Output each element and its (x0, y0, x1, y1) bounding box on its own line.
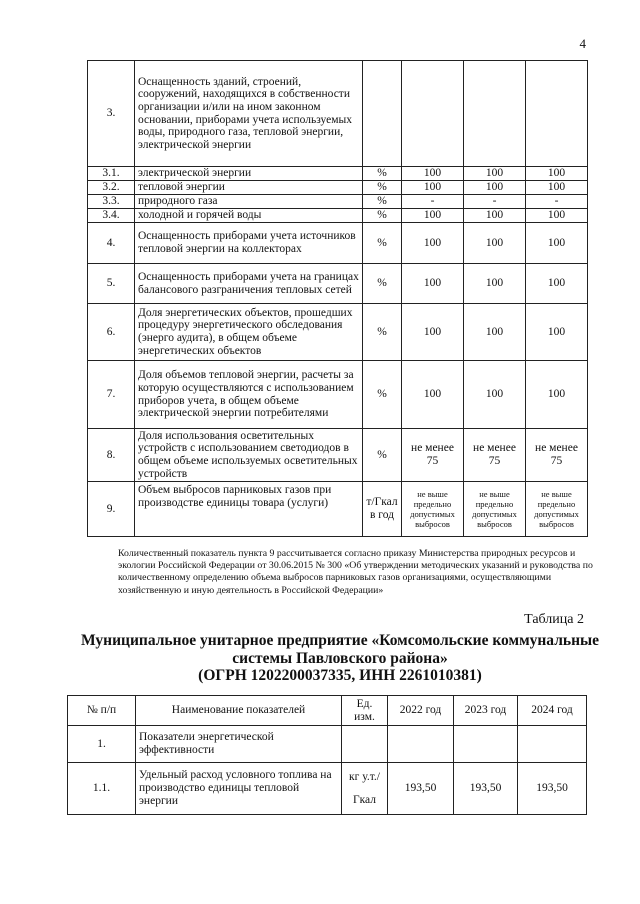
header-year: 2022 год (388, 696, 454, 726)
table-row (88, 304, 588, 361)
value-cell: 100 (464, 304, 526, 361)
value-cell: - (464, 195, 526, 209)
indicator-name: Доля энергетических объектов, прошедших процедуру энергетического обследования (энерго аудита), в общем объеме энергетических объектов (135, 304, 363, 361)
indicator-name: Доля использования осветительных устройств с использованием светодиодов в общем объеме используемых осветительных устройств (135, 429, 363, 482)
value-cell: 100 (464, 361, 526, 429)
header-name: Наименование показателей (136, 696, 342, 726)
indicator-name: Оснащенность зданий, строений, сооружений, находящихся в собственности организации и/или на ином законном основании, приборами учета используемых воды, природного газа, тепловой энергии, электрической энергии (135, 61, 363, 167)
value-cell: - (526, 195, 588, 209)
footnote: Количественный показатель пункта 9 рассчитывается согласно приказу Министерства природных ресурсов и экологии Российской Федерации от 30.06.2015 № 300 «Об утверждении методических указаний и руководства по количественному определению объема выбросов парниковых газов организациями, осуществляющими хозяйственную и иную деятельность в Российской Федерации» (118, 548, 593, 596)
page-number: 4 (579, 36, 586, 51)
value-cell: 100 (526, 361, 588, 429)
org-title-line: (ОГРН 1202200037335, ИНН 2261010381) (198, 667, 482, 684)
header-unit: Ед. изм. (342, 696, 388, 726)
unit-cell: % (363, 209, 402, 223)
value-cell: 100 (526, 304, 588, 361)
value-cell: не выше предельно допустимых выбросов (464, 482, 526, 537)
unit-line: кг у.т./ (349, 770, 380, 783)
value-cell: не менее 75 (526, 429, 588, 482)
row-number: 8. (88, 429, 135, 482)
row-number: 3. (88, 61, 135, 167)
value-cell (526, 61, 588, 167)
value-cell: - (402, 195, 464, 209)
org-title-line: системы Павловского района» (232, 649, 448, 667)
value-cell: 100 (402, 181, 464, 195)
row-number: 3.2. (88, 181, 135, 195)
table-row (88, 482, 588, 537)
header-year: 2024 год (518, 696, 587, 726)
header-year: 2023 год (454, 696, 518, 726)
table-row (88, 61, 588, 167)
value-cell: 100 (402, 209, 464, 223)
unit-cell: % (363, 195, 402, 209)
value-cell: 100 (526, 223, 588, 264)
unit-cell (342, 763, 388, 815)
value-cell: 100 (402, 361, 464, 429)
value-cell: не менее 75 (402, 429, 464, 482)
value-cell: 100 (526, 181, 588, 195)
unit-cell: % (363, 181, 402, 195)
value-cell: 193,50 (518, 763, 587, 815)
row-number: 3.3. (88, 195, 135, 209)
unit-cell: % (363, 429, 402, 482)
unit-cell (342, 726, 388, 763)
header-number: № п/п (68, 696, 136, 726)
indicator-name: Оснащенность приборами учета на границах балансового разграничения тепловых сетей (135, 264, 363, 304)
row-number: 5. (88, 264, 135, 304)
table-row (88, 361, 588, 429)
value-cell: 100 (464, 167, 526, 181)
value-cell: 100 (464, 264, 526, 304)
unit-cell: т/Гкал в год (363, 482, 402, 537)
row-number: 9. (88, 482, 135, 537)
org-title-line: Муниципальное унитарное предприятие «Комсомольские коммунальные (80, 632, 600, 649)
value-cell (464, 61, 526, 167)
value-cell: 100 (464, 181, 526, 195)
value-cell: не выше предельно допустимых выбросов (526, 482, 588, 537)
table-header-row (68, 696, 587, 726)
indicators-table-2 (67, 695, 587, 815)
table-row (68, 726, 587, 763)
row-number: 6. (88, 304, 135, 361)
unit-cell: % (363, 361, 402, 429)
table-row (88, 429, 588, 482)
table-row (68, 763, 587, 815)
table-row (88, 181, 588, 195)
value-cell: 100 (402, 304, 464, 361)
indicator-name: Показатели энергетической эффективности (136, 726, 342, 763)
unit-cell (363, 61, 402, 167)
organization-title (60, 632, 620, 685)
value-cell (402, 61, 464, 167)
indicator-name: Объем выбросов парниковых газов при производстве единицы товара (услуги) (135, 482, 363, 537)
unit-cell: % (363, 304, 402, 361)
indicator-name: электрической энергии (135, 167, 363, 181)
value-cell: 193,50 (388, 763, 454, 815)
value-cell: 100 (402, 223, 464, 264)
value-cell: не менее 75 (464, 429, 526, 482)
table-row (88, 264, 588, 304)
indicators-table-1 (87, 60, 588, 537)
row-number: 3.4. (88, 209, 135, 223)
value-cell: 100 (464, 209, 526, 223)
indicator-name: тепловой энергии (135, 181, 363, 195)
indicator-name: Доля объемов тепловой энергии, расчеты за которую осуществляются с использованием приборов учета, в общем объеме электрической энергии потребителями (135, 361, 363, 429)
table-row (88, 223, 588, 264)
value-cell: 100 (526, 264, 588, 304)
indicator-name: природного газа (135, 195, 363, 209)
unit-cell: % (363, 223, 402, 264)
unit-cell: % (363, 264, 402, 304)
indicator-name: Удельный расход условного топлива на производство единицы тепловой энергии (136, 763, 342, 815)
row-number: 4. (88, 223, 135, 264)
indicator-name: Оснащенность приборами учета источников тепловой энергии на коллекторах (135, 223, 363, 264)
value-cell (388, 726, 454, 763)
value-cell: 193,50 (454, 763, 518, 815)
value-cell: 100 (402, 264, 464, 304)
table-2-label: Таблица 2 (524, 612, 584, 627)
unit-cell: % (363, 167, 402, 181)
row-number: 3.1. (88, 167, 135, 181)
value-cell: 100 (526, 167, 588, 181)
value-cell (454, 726, 518, 763)
unit-line: Гкал (352, 793, 376, 806)
indicator-name: холодной и горячей воды (135, 209, 363, 223)
table-row (88, 195, 588, 209)
value-cell: 100 (464, 223, 526, 264)
row-number: 1. (68, 726, 136, 763)
value-cell: 100 (526, 209, 588, 223)
table-row (88, 167, 588, 181)
table-row (88, 209, 588, 223)
row-number: 1.1. (68, 763, 136, 815)
value-cell: 100 (402, 167, 464, 181)
row-number: 7. (88, 361, 135, 429)
value-cell: не выше предельно допустимых выбросов (402, 482, 464, 537)
value-cell (518, 726, 587, 763)
